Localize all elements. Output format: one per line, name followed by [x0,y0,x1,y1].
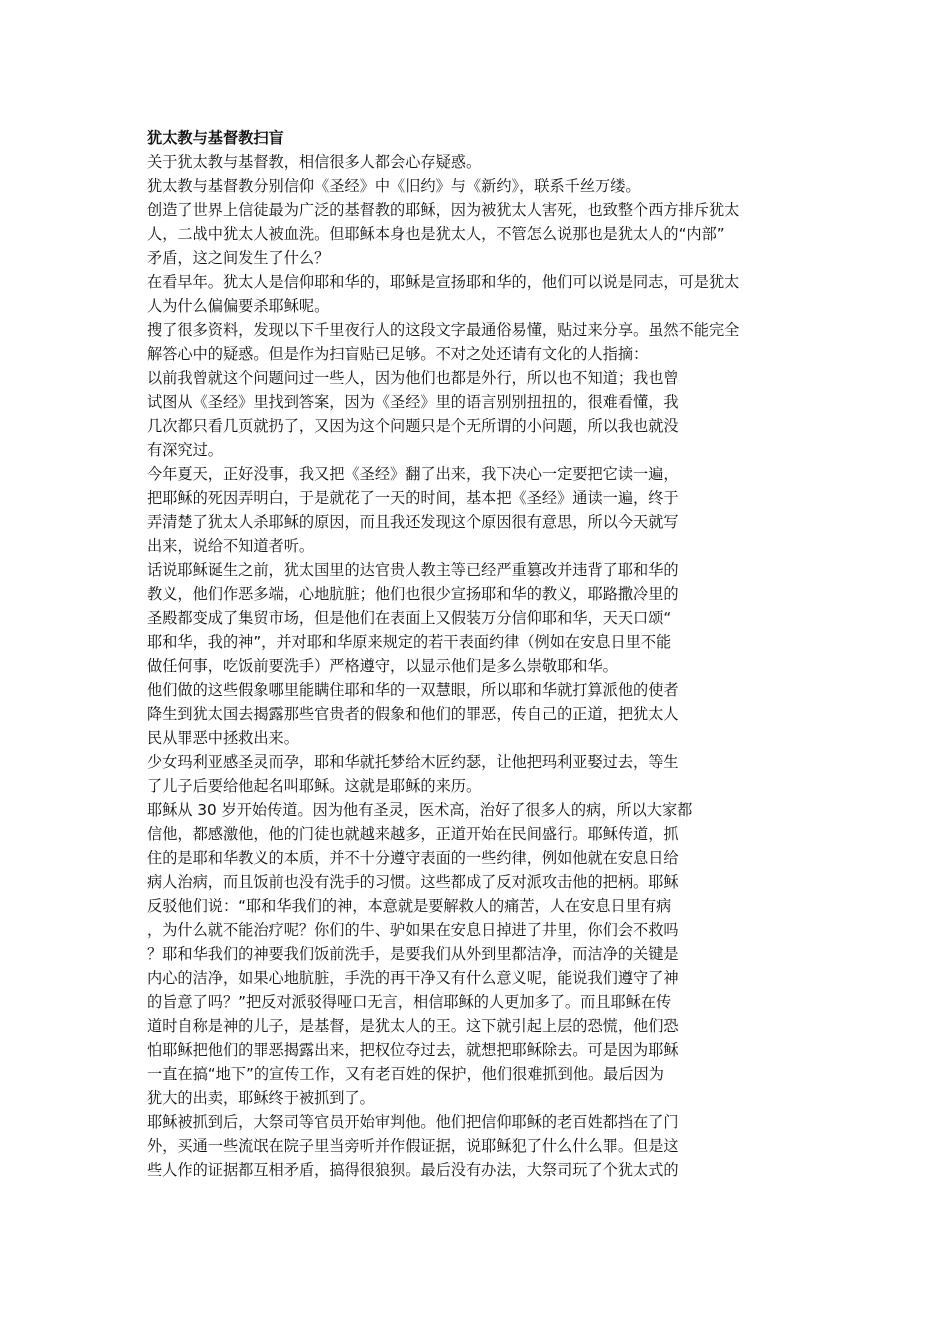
text-line: 耶稣从 30 岁开始传道。因为他有圣灵，医术高，治好了很多人的病，所以大家都 [147,801,693,819]
text-line: 弄清楚了犹太人杀耶稣的原因，而且我还发现这个原因很有意思，所以今天就写 [147,513,679,531]
text-line: 反驳他们说：“耶和华我们的神，本意就是要解救人的痛苦，人在安息日里有病 [147,897,672,915]
text-line: 耶和华，我的神”，并对耶和华原来规定的若干表面约律（例如在安息日里不能 [147,633,672,651]
text-line: 犹大的出卖，耶稣终于被抓到了。 [147,1089,375,1107]
text-line: ？耶和华我们的神要我们饭前洗手，是要我们从外到里都洁净，而洁净的关键是 [147,945,679,963]
text-line: 的旨意了吗？”把反对派驳得哑口无言，相信耶稣的人更加多了。而且耶稣在传 [147,993,672,1011]
text-line: 关于犹太教与基督教，相信很多人都会心存疑惑。 [147,153,482,171]
text-line: 几次都只看几页就扔了，又因为这个问题只是个无所谓的小问题，所以我也就没 [147,417,679,435]
text-line: 一直在搞“地下”的宣传工作，又有老百姓的保护，他们很难抓到他。最后因为 [147,1065,664,1083]
text-line: 话说耶稣诞生之前，犹太国里的达官贵人教主等已经严重篡改并违背了耶和华的 [147,561,679,579]
text-line: 创造了世界上信徒最为广泛的基督教的耶稣，因为被犹太人害死，也致整个西方排斥犹太 [147,201,740,219]
text-line: 在看早年。犹太人是信仰耶和华的，耶稣是宣扬耶和华的，他们可以说是同志，可是犹太 [147,273,740,291]
text-line: 做任何事，吃饭前要洗手）严格遵守，以显示他们是多么崇敬耶和华。 [147,657,618,675]
text-line: 人为什么偏偏要杀耶稣呢。 [147,297,330,315]
text-line: 人，二战中犹太人被血洗。但耶稣本身也是犹太人，不管怎么说那也是犹太人的“内部” [147,225,725,243]
text-line: 信他，都感激他，他的门徒也就越来越多，正道开始在民间盛行。耶稣传道，抓 [147,825,679,843]
text-line: 耶稣被抓到后，大祭司等官员开始审判他。他们把信仰耶稣的老百姓都挡在了门 [147,1113,679,1131]
document-body [147,150,817,1182]
text-line: 犹太教与基督教分别信仰《圣经》中《旧约》与《新约》，联系千丝万缕。 [147,177,641,195]
text-line: 矛盾，这之间发生了什么？ [147,249,330,267]
text-line: 今年夏天，正好没事，我又把《圣经》翻了出来，我下决心一定要把它读一遍， [147,465,679,483]
text-line: 把耶稣的死因弄明白，于是就花了一天的时间，基本把《圣经》通读一遍，终于 [147,489,679,507]
text-line: 他们做的这些假象哪里能瞒住耶和华的一双慧眼，所以耶和华就打算派他的使者 [147,681,679,699]
text-line: 圣殿都变成了集贸市场，但是他们在表面上又假装万分信仰耶和华，天天口颂“ [147,609,672,627]
text-line: 怕耶稣把他们的罪恶揭露出来，把权位夺过去，就想把耶稣除去。可是因为耶稣 [147,1041,679,1059]
text-line: 外，买通一些流氓在院子里当旁听并作假证据，说耶稣犯了什么什么罪。但是这 [147,1137,679,1155]
text-line: 道时自称是神的儿子，是基督，是犹太人的王。这下就引起上层的恐慌，他们恐 [147,1017,679,1035]
text-line: ，为什么就不能治疗呢？你们的牛、驴如果在安息日掉进了井里，你们会不救吗 [147,921,679,939]
text-line: 教义，他们作恶多端，心地肮脏；他们也很少宣扬耶和华的教义，耶路撒冷里的 [147,585,679,603]
text-line: 少女玛利亚感圣灵而孕，耶和华就托梦给木匠约瑟，让他把玛利亚娶过去，等生 [147,753,679,771]
text-line: 了儿子后要给他起名叫耶稣。这就是耶稣的来历。 [147,777,482,795]
text-line: 有深究过。 [147,441,223,459]
text-line: 降生到犹太国去揭露那些官贵者的假象和他们的罪恶，传自己的正道，把犹太人 [147,705,679,723]
text-line: 内心的洁净，如果心地肮脏，手洗的再干净又有什么意义呢，能说我们遵守了神 [147,969,679,987]
text-line: 试图从《圣经》里找到答案，因为《圣经》里的语言别别扭扭的，很难看懂，我 [147,393,679,411]
text-line: 民从罪恶中拯救出来。 [147,729,299,747]
text-line: 以前我曾就这个问题问过一些人，因为他们也都是外行，所以也不知道；我也曾 [147,369,679,387]
text-line: 病人治病，而且饭前也没有洗手的习惯。这些都成了反对派攻击他的把柄。耶稣 [147,873,679,891]
text-line: 出来，说给不知道者听。 [147,537,315,555]
text-line: 解答心中的疑惑。但是作为扫盲贴已足够。不对之处还请有文化的人指摘： [147,345,649,363]
text-line: 住的是耶和华教义的本质，并不十分遵守表面的一些约律，例如他就在安息日给 [147,849,679,867]
text-line: 搜了很多资料，发现以下千里夜行人的这段文字最通俗易懂，贴过来分享。虽然不能完全 [147,321,740,339]
document-page [147,126,817,1182]
text-line: 些人作的证据都互相矛盾，搞得很狼狈。最后没有办法，大祭司玩了个犹太式的 [147,1161,679,1179]
document-title: 犹太教与基督教扫盲 [147,129,284,147]
